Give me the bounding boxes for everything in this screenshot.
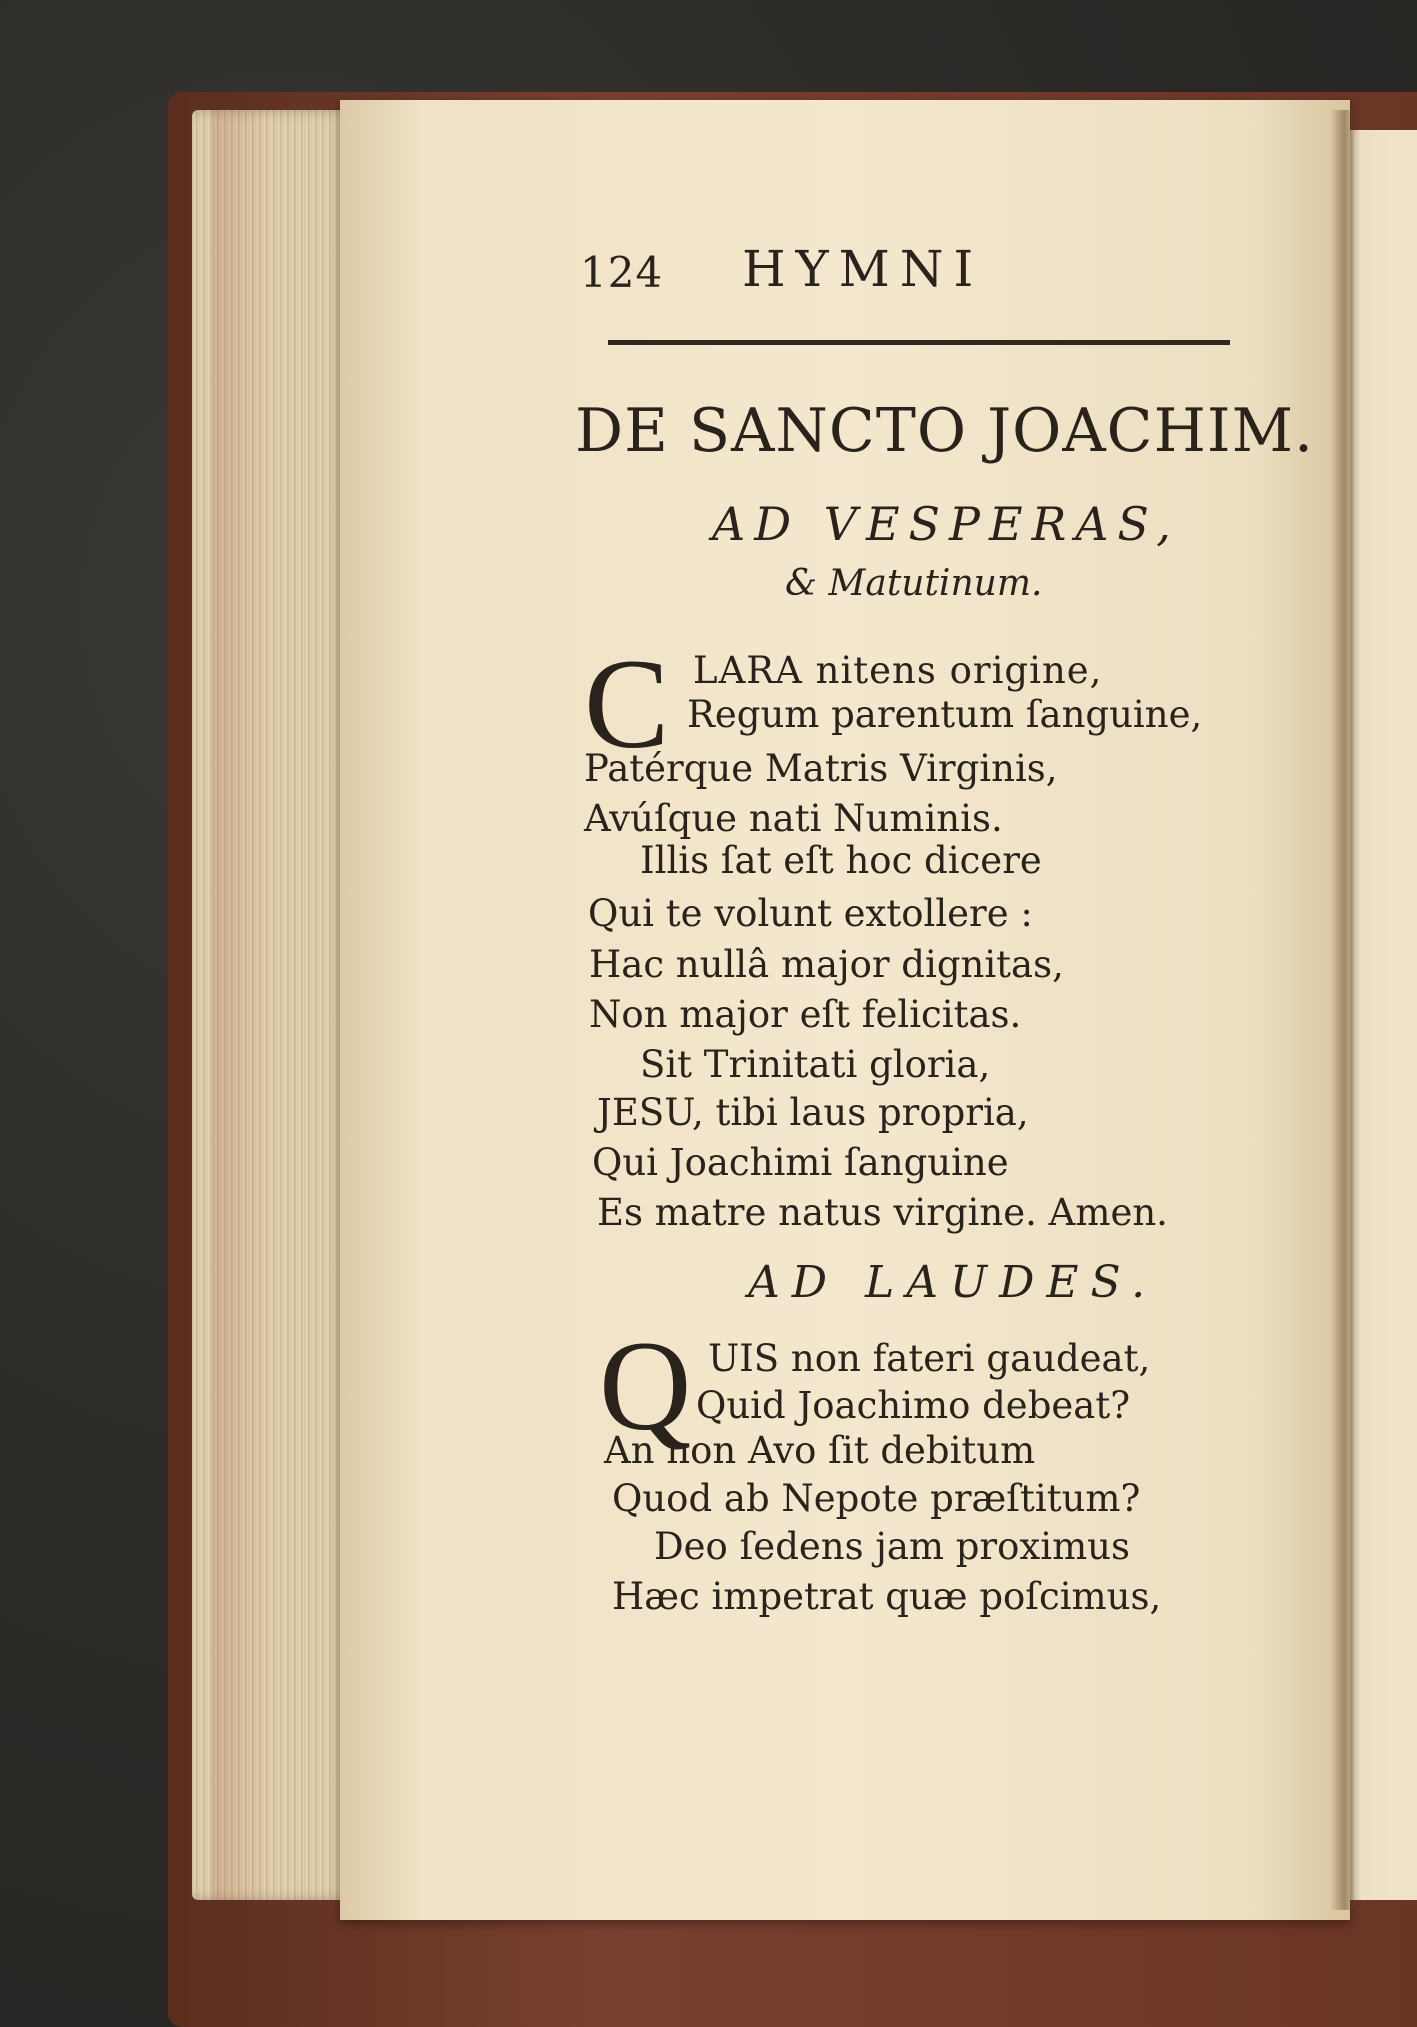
section-heading: AD LAUDES.	[748, 1257, 1158, 1308]
drop-cap: C	[584, 633, 670, 775]
verse-line: LARA nitens origine,	[693, 649, 1103, 692]
verse-line: JESU, tibi laus propria,	[597, 1091, 1029, 1134]
verse-line: Regum parentum ſanguine,	[687, 693, 1203, 736]
page-number: 124	[580, 248, 664, 297]
hymn-subtitle-2: & Matutinum.	[785, 563, 1043, 604]
verse-line: Hæc impetrat quæ poſcimus,	[612, 1575, 1162, 1618]
verse-line: Quid Joachimo debeat?	[696, 1384, 1131, 1427]
hymn-title: DE SANCTO JOACHIM.	[575, 396, 1315, 466]
verse-line: An non Avo ſit debitum	[604, 1429, 1036, 1472]
running-head: HYMNI	[742, 240, 984, 298]
verse-line: Non major eſt felicitas.	[589, 993, 1022, 1036]
verse-line: Es matre natus virgine. Amen.	[597, 1191, 1168, 1234]
verse-line: Qui Joachimi ſanguine	[592, 1141, 1009, 1184]
verse-line: Hac nullâ major dignitas,	[589, 943, 1064, 986]
page-edges	[192, 110, 352, 1900]
verse-line: Qui te volunt extollere :	[588, 892, 1033, 935]
verse-line: UIS non fateri gaudeat,	[708, 1337, 1151, 1380]
header-rule	[608, 340, 1230, 345]
verse-line: Illis ſat eſt hoc dicere	[640, 839, 1042, 882]
verse-line: Patérque Matris Virginis,	[584, 747, 1058, 790]
gutter-shadow	[1330, 110, 1354, 1910]
drop-cap: Q	[599, 1315, 692, 1457]
verse-line: Sit Trinitati gloria,	[640, 1043, 991, 1086]
hymn-subtitle: AD VESPERAS,	[712, 497, 1180, 551]
verse-line: Avúſque nati Numinis.	[584, 797, 1003, 840]
verse-line: Deo ſedens jam proximus	[654, 1525, 1130, 1568]
verse-line: Quod ab Nepote præſtitum?	[612, 1477, 1141, 1520]
